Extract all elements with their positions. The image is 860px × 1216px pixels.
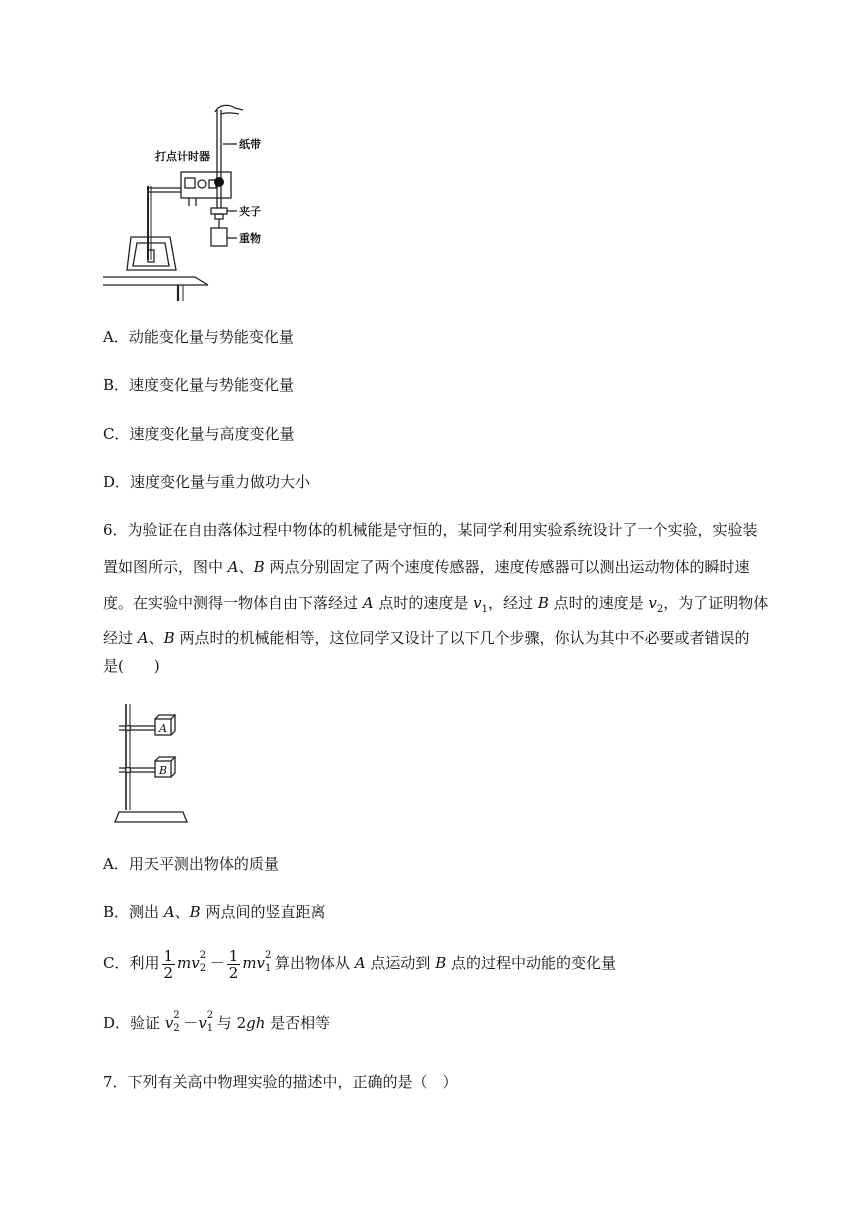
free-fall-apparatus-figure [103,100,313,302]
sensor-stand-figure [113,702,193,824]
sensor-a-label: A [159,722,167,735]
option-letter: C． [103,425,130,443]
option-letter: A． [103,328,129,346]
fraction-half: $\frac{1}{2}$ [163,946,174,982]
q6-line-4: 经过 A、B 两点时的机械能相等，这位同学又设计了以下几个步骤，你认为其中不必要或者错误的 [103,629,750,647]
option-text: 动能变化量与势能变化量 [128,328,294,346]
q6-line-1: 6．为验证在自由落体过程中物体的机械能是守恒的，某同学利用实验系统设计了一个实验，实验装 [103,521,758,539]
option-text: 速度变化量与势能变化量 [129,376,295,394]
q6-option-c[interactable]: C．利用 $\frac{1}{2}$ mv 2 2 － $\frac{1}{2}$ mv 2 1 算出物体从 A 点运动到 B 点的过程中动能的变化量 [103,946,616,982]
tape-label: 纸带 [239,138,261,151]
q5-option-c[interactable] [103,424,295,444]
option-text: 速度变化量与重力做功大小 [130,473,311,491]
option-text: 速度变化量与高度变化量 [129,425,295,443]
clip-label: 夹子 [239,205,261,218]
option-letter: B． [103,376,130,394]
q6-option-b[interactable]: B．测出 A、B 两点间的竖直距离 [103,903,326,921]
q5-option-d[interactable] [103,472,310,492]
q7-stem: 7．下列有关高中物理实验的描述中，正确的是（ ） [103,1073,458,1091]
q6-line-5: 是( ) [103,657,160,675]
weight-label: 重物 [239,232,261,245]
option-letter: D． [103,473,131,491]
fraction-half: $\frac{1}{2}$ [228,946,239,982]
timer-label: 打点计时器 [155,150,210,163]
q6-option-a[interactable]: A．用天平测出物体的质量 [103,855,279,873]
q6-line-2: 置如图所示，图中 A、B 两点分别固定了两个速度传感器，速度传感器可以测出运动物体的瞬时速 [103,558,750,576]
q5-option-a[interactable] [103,327,294,347]
sensor-b-label: B [158,764,168,777]
q6-line-3: 度。在实验中测得一物体自由下落经过 A 点时的速度是 $v_1$，经过 B 点时的速度是 $v_2$，为了证明物体 [103,594,769,615]
q6-option-d[interactable]: D．验证 v 2 2 －v 2 1 与 2gh 是否相等 [103,1010,331,1034]
q5-option-b[interactable] [103,375,294,395]
